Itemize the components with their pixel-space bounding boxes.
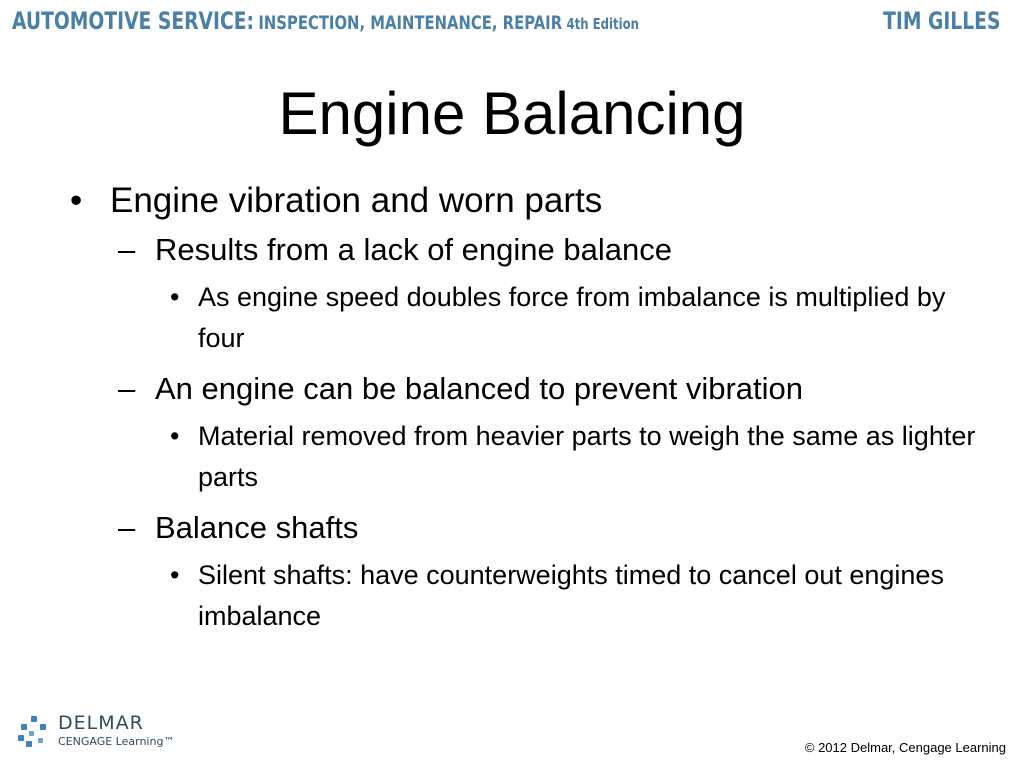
bullet-text: Silent shafts: have counterweights timed to cancel out engines imbalance <box>198 560 944 631</box>
bullet-text: Material removed from heavier parts to weigh the same as lighter parts <box>198 421 976 492</box>
bullet-dot-icon: • <box>170 282 180 312</box>
logo-wordmark-delmar: DELMAR <box>58 712 144 734</box>
bullet-list <box>70 178 980 647</box>
bullet-item-level3 <box>70 555 980 637</box>
bullet-item-level1 <box>70 178 980 224</box>
bullet-item-level2 <box>70 230 980 270</box>
bullet-text: Balance shafts <box>155 510 359 545</box>
bullet-dot-icon: • <box>170 560 180 590</box>
bullet-dot-icon: • <box>170 421 180 451</box>
book-title-sub: INSPECTION, MAINTENANCE, REPAIR <box>258 12 563 34</box>
bullet-dash-icon: – <box>118 371 136 406</box>
bullet-text: Engine vibration and worn parts <box>110 181 603 220</box>
delmar-logo-icon <box>16 714 52 750</box>
bullet-item-level2 <box>70 508 980 548</box>
book-title-main: AUTOMOTIVE SERVICE: <box>12 7 255 35</box>
bullet-item-level3 <box>70 277 980 359</box>
bullet-item-level2 <box>70 369 980 409</box>
bullet-dot-icon: • <box>70 181 83 220</box>
bullet-text: An engine can be balanced to prevent vibration <box>155 371 804 406</box>
book-edition: 4th Edition <box>566 15 639 33</box>
copyright-notice: © 2012 Delmar, Cengage Learning <box>804 740 1006 755</box>
bullet-item-level3 <box>70 416 980 498</box>
bullet-text: As engine speed doubles force from imbalance is multiplied by four <box>198 282 946 353</box>
book-author: TIM GILLES <box>882 7 1000 35</box>
logo-wordmark-cengage: CENGAGE Learning™ <box>58 735 175 748</box>
bullet-dash-icon: – <box>118 510 136 545</box>
slide-header <box>0 0 1024 40</box>
delmar-cengage-logo <box>16 712 216 762</box>
book-title <box>12 9 639 33</box>
slide-title: Engine Balancing <box>278 80 746 147</box>
bullet-dash-icon: – <box>118 232 136 267</box>
bullet-text: Results from a lack of engine balance <box>155 232 672 267</box>
